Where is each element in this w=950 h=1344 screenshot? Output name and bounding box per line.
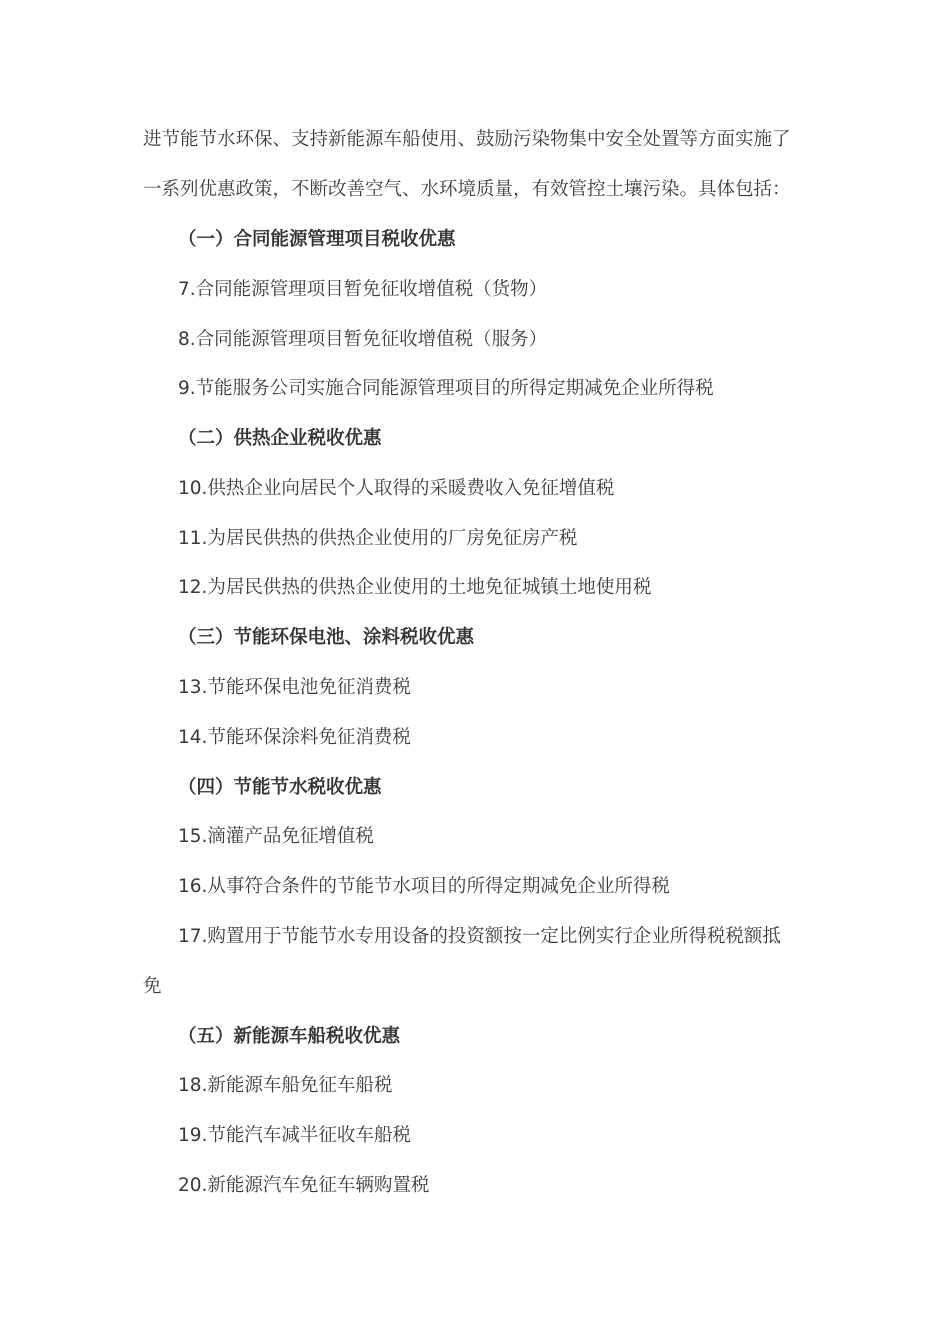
intro-line-1: 进节能节水环保、支持新能源车船使用、鼓励污染物集中安全处置等方面实施了 <box>143 129 791 150</box>
list-item-12: 12.为居民供热的供热企业使用的土地免征城镇土地使用税 <box>178 577 652 598</box>
list-item-9: 9.节能服务公司实施合同能源管理项目的所得定期减免企业所得税 <box>178 378 714 399</box>
list-item-20: 20.新能源汽车免征车辆购置税 <box>178 1175 430 1196</box>
list-item-17: 17.购置用于节能节水专用设备的投资额按一定比例实行企业所得税税额抵 <box>178 926 781 947</box>
list-item-14: 14.节能环保涂料免征消费税 <box>178 727 411 748</box>
section-heading-2: （二）供热企业税收优惠 <box>178 428 382 449</box>
section-heading-5: （五）新能源车船税收优惠 <box>178 1026 401 1047</box>
list-item-18: 18.新能源车船免征车船税 <box>178 1075 393 1096</box>
list-item-11: 11.为居民供热的供热企业使用的厂房免征房产税 <box>178 528 578 549</box>
list-item-16: 16.从事符合条件的节能节水项目的所得定期减免企业所得税 <box>178 876 670 897</box>
list-item-19: 19.节能汽车减半征收车船税 <box>178 1125 411 1146</box>
section-heading-1: （一）合同能源管理项目税收优惠 <box>178 229 456 250</box>
list-item-13: 13.节能环保电池免征消费税 <box>178 677 411 698</box>
list-item-7: 7.合同能源管理项目暂免征收增值税（货物） <box>178 279 548 300</box>
section-heading-3: （三）节能环保电池、涂料税收优惠 <box>178 627 475 648</box>
list-item-15: 15.滴灌产品免征增值税 <box>178 826 374 847</box>
list-item-10: 10.供热企业向居民个人取得的采暖费收入免征增值税 <box>178 478 615 499</box>
list-item-17-wrap: 免 <box>143 976 162 997</box>
list-item-8: 8.合同能源管理项目暂免征收增值税（服务） <box>178 329 548 350</box>
intro-line-2: 一系列优惠政策，不断改善空气、水环境质量，有效管控土壤污染。具体包括： <box>143 179 791 200</box>
section-heading-4: （四）节能节水税收优惠 <box>178 777 382 798</box>
